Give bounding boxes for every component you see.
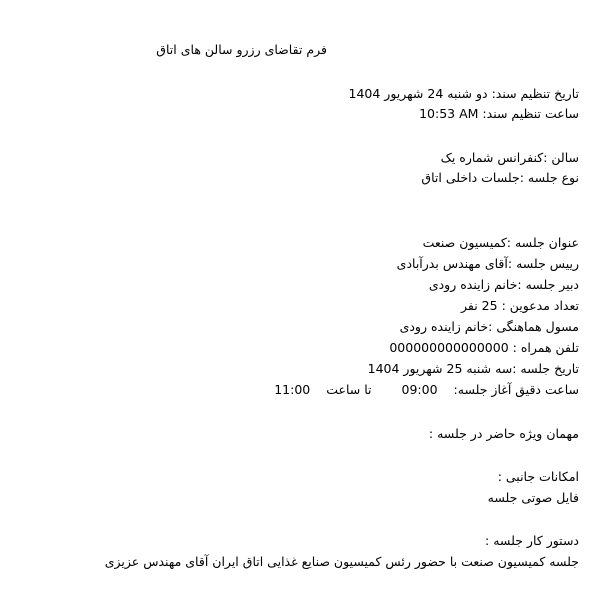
- meeting-date-line: [368, 361, 579, 377]
- secretary-label: دبیر جلسه :: [517, 277, 579, 292]
- special-guests-label: مهمان ویژه حاضر در جلسه :: [428, 426, 579, 441]
- phone-value: 000000000000000: [389, 340, 509, 355]
- special-guests-line: [429, 426, 579, 442]
- facilities-value: فایل صوتی جلسه: [487, 490, 579, 505]
- session-type-label: نوع جلسه :: [519, 170, 579, 185]
- facilities-value-line: [488, 490, 579, 506]
- chair-label: رییس جلسه :: [507, 256, 579, 271]
- invitees-line: [461, 298, 579, 314]
- issue-date-line: [349, 86, 579, 102]
- facilities-label: امکانات جانبی :: [497, 469, 579, 484]
- chair-value: آقای مهندس بدرآبادی: [396, 256, 508, 271]
- invitees-value: 25: [481, 298, 498, 313]
- issue-time-label: ساعت تنظیم سند:: [482, 106, 579, 121]
- coordinator-line: [400, 319, 579, 335]
- chair-line: [397, 256, 579, 272]
- hall-value: کنفرانس شماره یک: [440, 150, 544, 165]
- coordinator-label: مسول هماهنگی :: [488, 319, 579, 334]
- end-time-value: 11:00: [274, 382, 311, 397]
- phone-line: [389, 340, 579, 356]
- session-type-value: جلسات داخلی اتاق: [421, 170, 520, 185]
- until-label: تا ساعت: [326, 382, 372, 397]
- hall-label: سالن :: [543, 150, 579, 165]
- phone-label: تلفن همراه :: [512, 340, 579, 355]
- agenda-line: [485, 533, 579, 549]
- meeting-title-label: عنوان جلسه :: [506, 235, 579, 250]
- agenda-value: جلسه کمیسیون صنعت با حضور رئس کمیسیون صنایع غذایی اتاق ایران آقای مهندس عزیزی: [104, 554, 579, 569]
- issue-time-line: [419, 106, 579, 122]
- start-time-value: 09:00: [401, 382, 438, 397]
- meeting-title-line: [423, 235, 579, 251]
- issue-date-value: دو شنبه 24 شهریور 1404: [348, 86, 488, 101]
- issue-time-value: 10:53 AM: [419, 106, 479, 121]
- coordinator-value: خانم زاینده رودی: [399, 319, 489, 334]
- secretary-line: [429, 277, 579, 293]
- invitees-unit: نفر: [460, 298, 478, 313]
- document-title: فرم تقاضای رزرو سالن های اتاق: [156, 42, 327, 57]
- hall-line: [441, 150, 579, 166]
- agenda-label: دستور کار جلسه :: [485, 533, 579, 548]
- meeting-date-value: سه شنبه 25 شهریور 1404: [367, 361, 513, 376]
- secretary-value: خانم زاینده رودی: [428, 277, 518, 292]
- start-time-label: ساعت دقیق آغاز جلسه:: [453, 382, 579, 397]
- invitees-label: تعداد مدعوین :: [501, 298, 579, 313]
- issue-date-label: تاریخ تنظیم سند:: [491, 86, 579, 101]
- session-type-line: [421, 170, 579, 186]
- meeting-title-value: کمیسیون صنعت: [422, 235, 507, 250]
- meeting-date-label: تاریخ جلسه :: [512, 361, 579, 376]
- facilities-line: [498, 469, 579, 485]
- agenda-value-line: [105, 554, 579, 570]
- meeting-time-line: [274, 382, 579, 398]
